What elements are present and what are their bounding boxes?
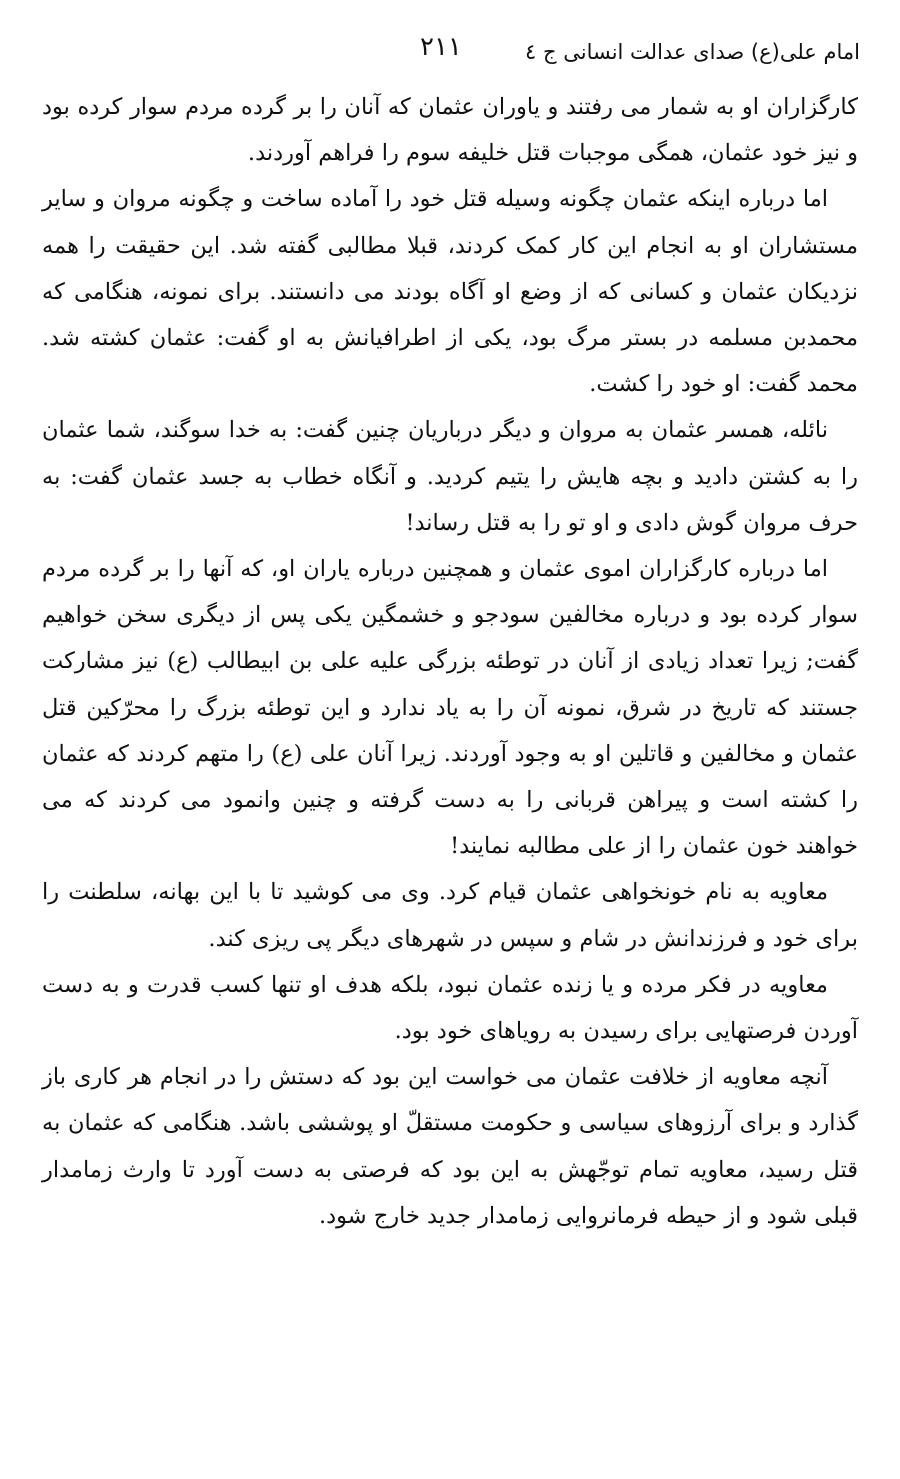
paragraph: معاویه در فکر مرده و یا زنده عثمان نبود، بلکه هدف او تنها کسب قدرت و به دست آوردن فرصتهایی برای رسیدن به رویاهای خود بود. — [42, 971, 858, 1045]
paragraph: اما درباره اینکه عثمان چگونه وسیله قتل خود را آماده ساخت و چگونه مروان و سایر مستشاران او به انجام این کار کمک کردند، قبلا مطالبی گفته شد. این حقیقت را همه نزدیکان عثمان و کسانی که از وضع او آگاه بودند می دانستند. برای نمونه، هنگامی که محمدبن مسلمه در بستر مرگ بود، یکی از اطرافیانش به او گفت: عثمان کشته شد. محمد گفت: او خود را کشت. — [42, 186, 858, 398]
page-number: ٢١١ — [420, 32, 462, 62]
paragraph: آنچه معاویه از خلافت عثمان می خواست این بود که دستش را در انجام هر کاری باز گذارد و برای آرزوهای سیاسی و حکومت مستقلّ او پوششی باشد. هنگامی که عثمان به قتل رسید، معاویه تمام توجّهش به این بود که فرصتی به دست آورد تا وارث زمامدار قبلی شود و از حیطه فرمانروایی زمامدار جدید خارج شود. — [42, 1064, 858, 1229]
page-header — [40, 30, 860, 70]
paragraph: نائله، همسر عثمان به مروان و دیگر درباریان چنین گفت: به خدا سوگند، شما عثمان را به کشتن دادید و بچه هایش را یتیم کردید. و آنگاه خطاب به جسد عثمان گفت: به حرف مروان گوش دادی و او تو را به قتل رساند! — [42, 417, 858, 536]
paragraph: معاویه به نام خونخواهی عثمان قیام کرد. وی می کوشید تا با این بهانه، سلطنت را برای خود و فرزندانش در شام و سپس در شهرهای دیگر پی ریزی کند. — [42, 879, 858, 952]
running-title: امام علی(ع) صدای عدالت انسانی ج ٤ — [525, 40, 860, 64]
paragraph: اما درباره کارگزاران اموی عثمان و همچنین درباره یاران او، که آنها را بر گرده مردم سوار کرده بود و درباره مخالفین سودجو و خشمگین یکی پس از دیگری سخن خواهیم گفت; زیرا تعداد زیادی از آنان در توطئه بزرگی علیه علی بن ابیطالب (ع) نیز مشارکت جستند که تاریخ در شرق، نمونه آن را به یاد ندارد و این توطئه بزرگ را محرّکین قتل عثمان و مخالفین و قاتلین او به وجود آوردند. زیرا آنان علی (ع) را متهم کردند که عثمان را کشته است و پیراهن قربانی را به دست گرفته و چنین وانمود می کردند که می خواهند خون عثمان را از علی مطالبه نمایند! — [42, 556, 858, 860]
page-body — [42, 84, 858, 1239]
paragraph: کارگزاران او به شمار می رفتند و یاوران عثمان که آنان را بر گرده مردم سوار کرده بود و نیز خود عثمان، همگی موجبات قتل خلیفه سوم را فراهم آوردند. — [42, 94, 858, 167]
